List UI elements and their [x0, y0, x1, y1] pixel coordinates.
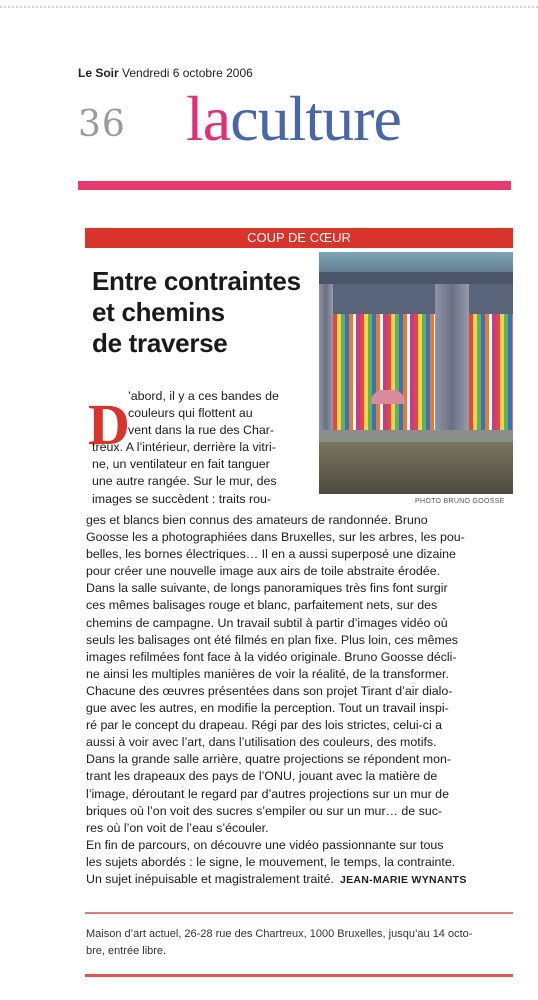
text-line: En fin de parcours, on découvre une vidéo passionnante sur tous	[86, 837, 444, 852]
newspaper-name: Le Soir	[78, 66, 119, 80]
text-line: Dans la salle suivante, de longs panoramiques très fins font surgir	[86, 581, 448, 596]
text-line: ré par le concept du drapeau. Régi par des lois strictes, celui-ci a	[86, 718, 443, 733]
author-signature: JEAN-MARIE WYNANTS	[339, 873, 467, 886]
section-title-culture: culture	[230, 83, 401, 154]
kicker-banner: COUP DE CŒUR	[85, 228, 513, 248]
text-line: trant les drapeaux des pays de l’ONU, jouant avec la matière de	[86, 769, 438, 784]
text-line: vent dans la rue des Char-	[128, 423, 275, 438]
text-line: ne, un ventilateur en fait tanguer	[92, 457, 270, 472]
text-line-with-signature	[86, 871, 514, 888]
drop-cap: D	[88, 392, 130, 457]
text-line: images refilmées font face à la vidéo originale. Bruno Goosse décli-	[86, 649, 457, 664]
text-line: les sujets abordés : le signe, le mouvement, le temps, la contrainte.	[86, 854, 456, 869]
photo-cornice	[319, 272, 513, 284]
body-paragraph	[86, 512, 514, 888]
section-title	[186, 84, 401, 154]
text-line: l’image, déroutant le regard par d’autres projections sur un mur de	[86, 786, 449, 801]
text-line: ’abord, il y a ces bandes de	[128, 389, 279, 403]
headline-line: de traverse	[92, 328, 228, 358]
text-line: Dans la grande salle arrière, quatre projections se répondent mon-	[86, 752, 452, 767]
text-line: chemins de campagne. Un travail subtil à partir d’images vidéo où	[86, 615, 448, 630]
text-line: ne ainsi les multiples manières de voir la réalité, de la transformer.	[86, 666, 449, 681]
masthead-dateline	[78, 66, 253, 80]
photo-umbrella	[371, 390, 405, 404]
text-line: treux. A l’intérieur, derrière la vitri-	[92, 440, 276, 455]
article-headline	[92, 266, 317, 359]
issue-date: Vendredi 6 octobre 2006	[122, 66, 253, 80]
info-rule	[85, 912, 513, 914]
page-number: 36	[78, 104, 126, 145]
text-line: ges et blancs bien connus des amateurs de randonnée. Bruno	[86, 513, 428, 527]
text-line: seuls les balisages ont été filmés en plan fixe. Plus loin, ces mêmes	[86, 632, 458, 647]
photo-sidewalk	[319, 430, 513, 442]
text-line: aussi à voir avec l’art, dans l’utilisation des couleurs, des motifs.	[86, 735, 437, 750]
text-line: Goosse les a photographiées dans Bruxelles, sur les arbres, les pou-	[86, 530, 465, 545]
closing-sentence: Un sujet inépuisable et magistralement traité.	[86, 871, 334, 886]
text-line: briques où l’on voit des sucres s’empiler ou sur un mur… de suc-	[86, 803, 443, 818]
text-line: belles, les bornes électriques… Il en a aussi superposé une dizaine	[86, 547, 456, 562]
photo-car	[319, 442, 513, 494]
exhibition-info	[86, 926, 514, 960]
bottom-rule	[85, 974, 513, 977]
text-line: ces mêmes balisages rouge et blanc, parfaitement nets, sur des	[86, 598, 438, 613]
top-dotted-rule	[0, 6, 538, 8]
photo-sky	[319, 252, 513, 272]
headline-line: et chemins	[92, 297, 225, 327]
text-line: couleurs qui flottent au	[128, 406, 253, 421]
intro-paragraph	[92, 388, 317, 508]
text-line: images se succèdent : traits rou-	[92, 491, 272, 506]
info-line: Maison d’art actuel, 26-28 rue des Chartreux, 1000 Bruxelles, jusqu’au 14 octo-	[86, 928, 473, 940]
photo-credit: PHOTO BRUNO GOOSSE	[415, 498, 505, 505]
article-photo	[319, 252, 513, 494]
text-line: res où l’on voit de l’eau s’écouler.	[86, 820, 269, 835]
text-line: une autre rangée. Sur le mur, des	[92, 474, 277, 489]
section-rule	[78, 181, 511, 190]
photo-window-ribbons	[333, 314, 435, 430]
headline-line: Entre contraintes	[92, 266, 301, 296]
text-line: Chacune des œuvres présentées dans son projet Tirant d’air dialo-	[86, 683, 453, 698]
text-line: gue avec les autres, en modifie la perception. Tout un travail inspi-	[86, 701, 449, 716]
text-line: pour créer une nouvelle image aux airs de toile abstraite érodée.	[86, 564, 441, 579]
info-line: bre, entrée libre.	[86, 945, 167, 957]
photo-window-ribbons	[469, 314, 513, 444]
section-title-la: la	[186, 83, 231, 154]
